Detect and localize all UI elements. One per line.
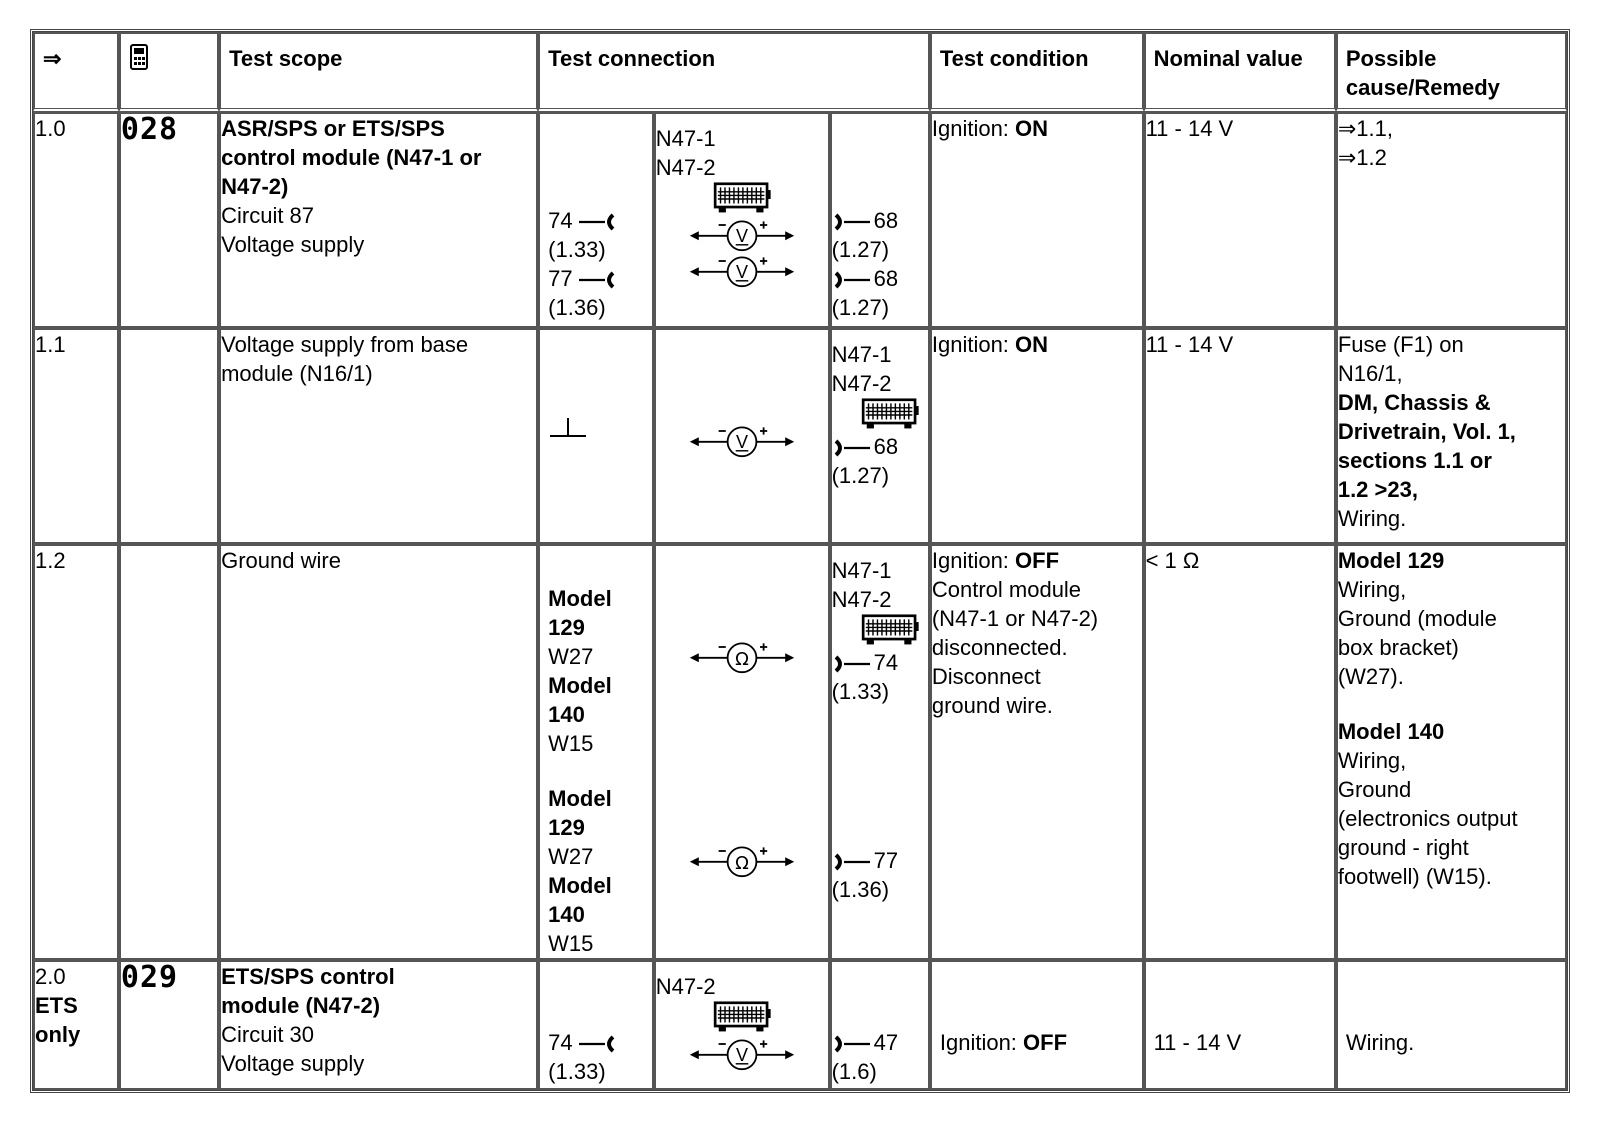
test-table-page	[30, 29, 1570, 1093]
socket-icon	[577, 1034, 617, 1054]
test-code-empty	[119, 544, 219, 960]
socket-icon	[832, 270, 872, 290]
pin-ref: (1.33)	[548, 1059, 606, 1084]
connection-left	[538, 960, 654, 1090]
pin-ref: (1.27)	[831, 463, 890, 488]
ohmmeter-icon	[687, 842, 797, 878]
nominal-text: 11 - 14 V	[1153, 1030, 1242, 1055]
scope-line: Ground wire	[221, 548, 341, 573]
header-test-scope: Test scope	[219, 32, 538, 112]
nominal-value: 11 - 14 V	[1144, 112, 1336, 328]
module-label: N47-2	[831, 371, 892, 396]
module-label: N47-1	[831, 558, 892, 583]
condition-line: ground wire.	[931, 693, 1053, 718]
cause-line: Ground	[1337, 777, 1412, 802]
model-label: Model	[548, 673, 612, 698]
condition-label: Ignition:	[939, 1030, 1024, 1055]
cause-line: Ground (module	[1337, 606, 1497, 631]
nominal-value: 11 - 14 V	[1144, 328, 1336, 544]
scope-line: Circuit 30	[221, 1022, 315, 1047]
condition-value: ON	[1015, 116, 1049, 141]
condition-line: disconnected.	[931, 635, 1068, 660]
cause-line: box bracket)	[1337, 635, 1459, 660]
scope-line: ASR/SPS or ETS/SPS	[221, 116, 445, 141]
socket-icon	[577, 270, 617, 290]
condition-value: OFF	[1023, 1030, 1068, 1055]
table-row	[33, 544, 1567, 960]
connection-middle	[654, 112, 830, 328]
ohmmeter-icon	[687, 638, 797, 674]
connection-middle	[654, 960, 830, 1090]
header-tester	[119, 32, 219, 112]
cause-line: Wiring,	[1337, 748, 1407, 773]
wire-id: W27	[548, 644, 594, 669]
connection-left	[538, 328, 654, 544]
scope-line: Voltage supply from base	[221, 332, 469, 357]
connection-right	[830, 960, 930, 1090]
header-possible-line1: Possible	[1345, 46, 1437, 71]
table-row	[33, 960, 1567, 1090]
test-code: 028	[120, 112, 179, 147]
model-label: Model	[548, 786, 612, 811]
cause-link[interactable]: ⇒1.1,	[1337, 116, 1393, 141]
pin-number: 77	[548, 266, 573, 291]
socket-icon	[577, 212, 617, 232]
ground-icon	[548, 416, 588, 440]
cause-line: Wiring,	[1337, 577, 1407, 602]
pin-ref: (1.27)	[831, 295, 890, 320]
cause-reference[interactable]: sections 1.1 or	[1337, 448, 1492, 473]
model-number: 129	[548, 815, 585, 840]
voltmeter-icon	[687, 252, 797, 288]
cause-line: Fuse (F1) on	[1337, 332, 1464, 357]
possible-cause	[1336, 112, 1567, 328]
model-label: Model	[548, 586, 612, 611]
pin-ref: (1.33)	[548, 237, 606, 262]
model-number: 129	[548, 615, 585, 640]
connector-icon	[712, 1001, 772, 1035]
connection-right	[830, 112, 930, 328]
step-value: 2.0	[35, 964, 66, 989]
condition-value: OFF	[1015, 548, 1060, 573]
socket-icon	[832, 852, 872, 872]
pin-number: 77	[873, 848, 899, 873]
connection-left	[538, 544, 654, 960]
cause-link[interactable]: ⇒1.2	[1337, 145, 1387, 170]
wire-id: W15	[548, 731, 594, 756]
connector-icon	[712, 182, 772, 216]
socket-icon	[832, 212, 872, 232]
step-number: 1.2	[33, 544, 119, 960]
condition-label: Ignition:	[931, 116, 1016, 141]
cause-reference[interactable]: 1.2 >23,	[1337, 477, 1418, 502]
step-note: only	[35, 1022, 81, 1047]
table-row	[33, 328, 1567, 544]
voltmeter-icon	[687, 1035, 797, 1071]
connection-right	[830, 328, 930, 544]
pin-number: 47	[873, 1030, 899, 1055]
pin-number: 68	[873, 434, 899, 459]
wire-id: W15	[548, 931, 594, 956]
test-code-empty	[119, 328, 219, 544]
header-test-connection: Test connection	[538, 32, 930, 112]
socket-icon	[832, 1034, 872, 1054]
pin-ref: (1.6)	[831, 1059, 877, 1084]
test-scope	[219, 544, 538, 960]
condition-line: Control module	[931, 577, 1082, 602]
scope-line: Circuit 87	[221, 203, 315, 228]
table-row	[33, 112, 1567, 328]
test-table	[30, 29, 1570, 1093]
step-number	[33, 960, 119, 1090]
tester-icon	[129, 44, 149, 70]
pin-number: 68	[873, 208, 899, 233]
cause-reference[interactable]: DM, Chassis &	[1337, 390, 1491, 415]
connection-middle	[654, 328, 830, 544]
test-condition	[930, 544, 1144, 960]
test-scope	[219, 328, 538, 544]
connection-right	[830, 544, 930, 960]
scope-line: module (N47-2)	[221, 993, 381, 1018]
connection-left	[538, 112, 654, 328]
scope-line: N47-2)	[221, 174, 289, 199]
pin-number: 68	[873, 266, 899, 291]
socket-icon	[832, 654, 872, 674]
connector-icon	[860, 398, 920, 432]
module-label: N47-2	[831, 587, 892, 612]
test-condition	[930, 328, 1144, 544]
pin-number: 74	[873, 650, 899, 675]
condition-value: ON	[1015, 332, 1049, 357]
step-note: ETS	[35, 993, 78, 1018]
header-step	[33, 32, 119, 112]
model-label: Model	[548, 873, 612, 898]
cause-line: (W27).	[1337, 664, 1404, 689]
scope-line: Voltage supply	[221, 1051, 365, 1076]
condition-label: Ignition:	[931, 332, 1016, 357]
condition-label: Ignition:	[931, 548, 1016, 573]
header-row	[33, 32, 1567, 112]
arrow-icon: ⇒	[43, 46, 62, 71]
test-condition	[930, 112, 1144, 328]
pin-ref: (1.27)	[831, 237, 890, 262]
pin-ref: (1.36)	[548, 295, 606, 320]
possible-cause	[1336, 328, 1567, 544]
voltmeter-icon	[687, 216, 797, 252]
scope-line: control module (N47-1 or	[221, 145, 482, 170]
module-label: N47-1	[655, 126, 716, 151]
pin-ref: (1.36)	[831, 877, 890, 902]
cause-line: Wiring.	[1337, 506, 1407, 531]
cause-reference[interactable]: Drivetrain, Vol. 1,	[1337, 419, 1516, 444]
header-possible-cause	[1336, 32, 1567, 112]
test-condition	[930, 960, 1144, 1090]
nominal-value	[1144, 960, 1336, 1090]
cause-model-heading: Model 140	[1337, 719, 1445, 744]
scope-line: Voltage supply	[221, 232, 365, 257]
scope-line: ETS/SPS control	[221, 964, 395, 989]
socket-icon	[832, 438, 872, 458]
module-label: N47-2	[655, 155, 716, 180]
module-label: N47-1	[831, 342, 892, 367]
cause-line: N16/1,	[1337, 361, 1403, 386]
cause-line: Wiring.	[1345, 1030, 1415, 1055]
possible-cause	[1336, 544, 1567, 960]
wire-id: W27	[548, 844, 594, 869]
header-nominal-value: Nominal value	[1144, 32, 1336, 112]
cause-line: (electronics output	[1337, 806, 1518, 831]
condition-line: (N47-1 or N47-2)	[931, 606, 1099, 631]
connection-middle	[654, 544, 830, 960]
step-number: 1.0	[33, 112, 119, 328]
cause-line: ground - right	[1337, 835, 1469, 860]
module-label: N47-2	[655, 974, 716, 999]
test-scope	[219, 960, 538, 1090]
scope-line: module (N16/1)	[221, 361, 373, 386]
voltmeter-icon	[687, 422, 797, 458]
pin-number: 74	[548, 208, 573, 233]
connector-icon	[860, 614, 920, 648]
model-number: 140	[548, 902, 585, 927]
pin-number: 74	[548, 1030, 573, 1055]
header-test-condition: Test condition	[930, 32, 1144, 112]
model-number: 140	[548, 702, 585, 727]
test-scope	[219, 112, 538, 328]
test-code: 029	[120, 960, 179, 995]
step-number: 1.1	[33, 328, 119, 544]
condition-line: Disconnect	[931, 664, 1041, 689]
nominal-value: < 1 Ω	[1144, 544, 1336, 960]
pin-ref: (1.33)	[831, 679, 890, 704]
possible-cause	[1336, 960, 1567, 1090]
cause-line: footwell) (W15).	[1337, 864, 1492, 889]
header-possible-line2: cause/Remedy	[1345, 75, 1500, 100]
cause-model-heading: Model 129	[1337, 548, 1445, 573]
